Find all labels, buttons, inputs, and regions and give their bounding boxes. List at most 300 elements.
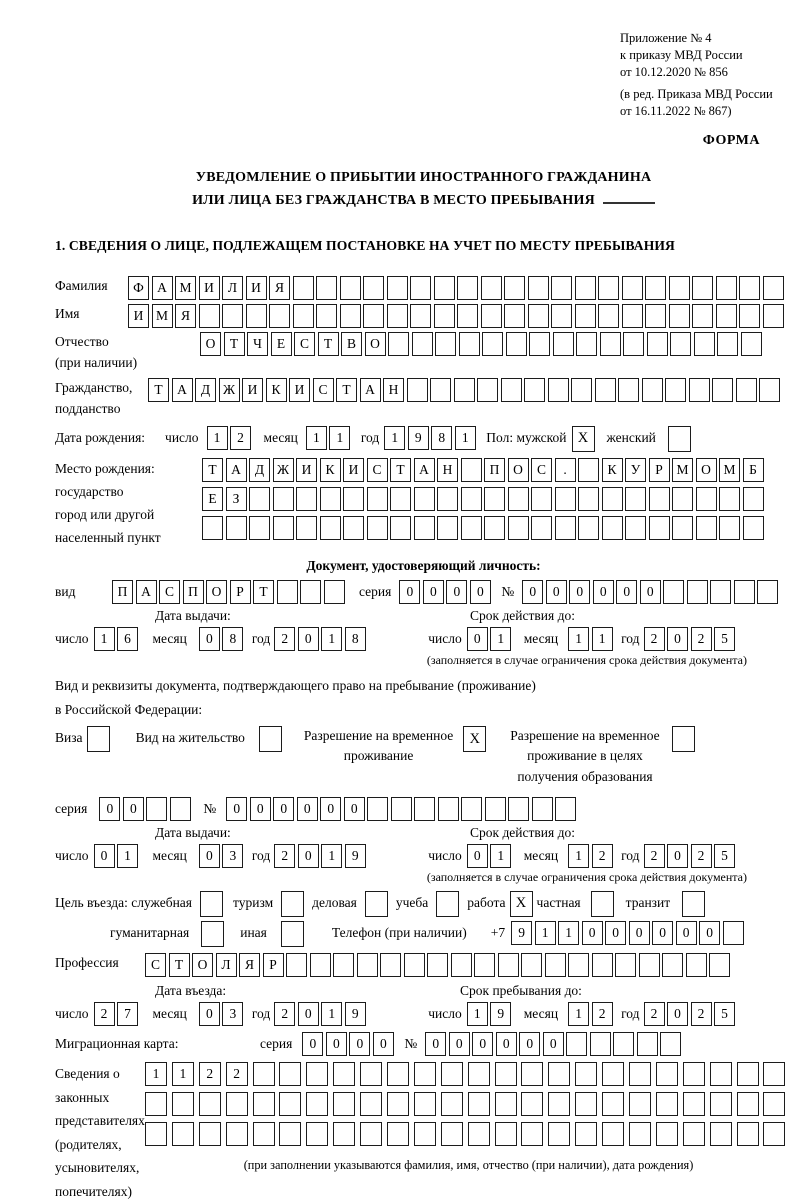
char-cell[interactable]: М	[672, 458, 693, 482]
char-cell[interactable]: 0	[349, 1032, 370, 1056]
char-cell[interactable]: Р	[230, 580, 251, 604]
char-cell[interactable]: 2	[691, 1002, 712, 1026]
char-cell[interactable]	[434, 304, 455, 328]
char-cell[interactable]: 0	[605, 921, 626, 945]
sex-female-checkbox[interactable]	[668, 426, 691, 452]
char-cell[interactable]	[521, 1062, 543, 1086]
char-cell[interactable]: 0	[344, 797, 365, 821]
char-cell[interactable]	[367, 487, 388, 511]
char-cell[interactable]: С	[367, 458, 388, 482]
char-cell[interactable]	[548, 1092, 570, 1116]
char-cell[interactable]	[743, 487, 764, 511]
char-cell[interactable]: К	[602, 458, 623, 482]
char-cell[interactable]	[694, 332, 715, 356]
char-cell[interactable]: Я	[175, 304, 196, 328]
char-cell[interactable]	[622, 304, 643, 328]
char-cell[interactable]	[763, 1122, 785, 1146]
char-cell[interactable]	[501, 378, 522, 402]
char-cell[interactable]: 0	[593, 580, 614, 604]
char-cell[interactable]: 8	[345, 627, 366, 651]
char-cell[interactable]	[293, 304, 314, 328]
char-cell[interactable]: 0	[699, 921, 720, 945]
char-cell[interactable]	[737, 1092, 759, 1116]
char-cell[interactable]: 1	[321, 627, 342, 651]
char-cell[interactable]: 0	[320, 797, 341, 821]
char-cell[interactable]	[548, 1122, 570, 1146]
char-cell[interactable]	[146, 797, 167, 821]
char-cell[interactable]: С	[159, 580, 180, 604]
char-cell[interactable]: О	[200, 332, 221, 356]
char-cell[interactable]	[590, 1032, 611, 1056]
char-cell[interactable]	[333, 1062, 355, 1086]
char-cell[interactable]: 1	[558, 921, 579, 945]
char-cell[interactable]: С	[294, 332, 315, 356]
purpose-private-checkbox[interactable]	[591, 891, 614, 917]
char-cell[interactable]	[575, 1092, 597, 1116]
char-cell[interactable]	[683, 1122, 705, 1146]
char-cell[interactable]: 5	[714, 627, 735, 651]
char-cell[interactable]	[531, 516, 552, 540]
char-cell[interactable]: Т	[336, 378, 357, 402]
char-cell[interactable]: 0	[543, 1032, 564, 1056]
char-cell[interactable]	[683, 1062, 705, 1086]
char-cell[interactable]	[495, 1062, 517, 1086]
purpose-transit-checkbox[interactable]	[682, 891, 705, 917]
char-cell[interactable]	[414, 1062, 436, 1086]
char-cell[interactable]	[576, 332, 597, 356]
char-cell[interactable]: 0	[496, 1032, 517, 1056]
char-cell[interactable]	[306, 1062, 328, 1086]
char-cell[interactable]	[647, 332, 668, 356]
char-cell[interactable]	[712, 378, 733, 402]
char-cell[interactable]: У	[625, 458, 646, 482]
char-cell[interactable]	[602, 516, 623, 540]
char-cell[interactable]: 1	[329, 426, 350, 450]
char-cell[interactable]	[199, 1122, 221, 1146]
char-cell[interactable]: Е	[202, 487, 223, 511]
char-cell[interactable]	[410, 276, 431, 300]
char-cell[interactable]: Л	[222, 276, 243, 300]
char-cell[interactable]: Л	[216, 953, 237, 977]
char-cell[interactable]	[468, 1092, 490, 1116]
char-cell[interactable]	[468, 1122, 490, 1146]
char-cell[interactable]	[477, 378, 498, 402]
char-cell[interactable]	[649, 487, 670, 511]
char-cell[interactable]: Т	[253, 580, 274, 604]
char-cell[interactable]	[340, 304, 361, 328]
char-cell[interactable]: 8	[431, 426, 452, 450]
char-cell[interactable]	[734, 580, 755, 604]
char-cell[interactable]: Р	[649, 458, 670, 482]
char-cell[interactable]	[532, 797, 553, 821]
char-cell[interactable]: Т	[318, 332, 339, 356]
char-cell[interactable]: 0	[472, 1032, 493, 1056]
char-cell[interactable]	[709, 953, 730, 977]
char-cell[interactable]	[316, 276, 337, 300]
char-cell[interactable]	[555, 797, 576, 821]
char-cell[interactable]	[249, 487, 270, 511]
char-cell[interactable]: 0	[373, 1032, 394, 1056]
char-cell[interactable]	[324, 580, 345, 604]
char-cell[interactable]	[414, 1122, 436, 1146]
char-cell[interactable]	[622, 276, 643, 300]
char-cell[interactable]	[461, 458, 482, 482]
char-cell[interactable]	[390, 487, 411, 511]
char-cell[interactable]	[757, 580, 778, 604]
char-cell[interactable]: 0	[199, 1002, 220, 1026]
char-cell[interactable]	[618, 378, 639, 402]
char-cell[interactable]	[199, 1092, 221, 1116]
char-cell[interactable]	[451, 953, 472, 977]
char-cell[interactable]	[441, 1122, 463, 1146]
char-cell[interactable]	[555, 487, 576, 511]
char-cell[interactable]	[663, 580, 684, 604]
char-cell[interactable]	[521, 1122, 543, 1146]
char-cell[interactable]	[279, 1092, 301, 1116]
char-cell[interactable]: 1	[321, 1002, 342, 1026]
char-cell[interactable]	[629, 1122, 651, 1146]
char-cell[interactable]: 0	[446, 580, 467, 604]
char-cell[interactable]	[363, 304, 384, 328]
char-cell[interactable]	[306, 1092, 328, 1116]
char-cell[interactable]	[575, 304, 596, 328]
char-cell[interactable]: 0	[298, 627, 319, 651]
char-cell[interactable]	[629, 1092, 651, 1116]
char-cell[interactable]: 2	[592, 1002, 613, 1026]
char-cell[interactable]: 0	[569, 580, 590, 604]
char-cell[interactable]: 0	[582, 921, 603, 945]
char-cell[interactable]	[528, 276, 549, 300]
char-cell[interactable]: М	[175, 276, 196, 300]
char-cell[interactable]	[710, 1092, 732, 1116]
char-cell[interactable]: И	[296, 458, 317, 482]
char-cell[interactable]	[529, 332, 550, 356]
char-cell[interactable]	[555, 516, 576, 540]
char-cell[interactable]: 2	[691, 844, 712, 868]
char-cell[interactable]	[435, 332, 456, 356]
char-cell[interactable]	[686, 953, 707, 977]
char-cell[interactable]: 9	[408, 426, 429, 450]
char-cell[interactable]: 1	[490, 627, 511, 651]
char-cell[interactable]	[495, 1122, 517, 1146]
char-cell[interactable]	[387, 304, 408, 328]
char-cell[interactable]: М	[152, 304, 173, 328]
char-cell[interactable]	[387, 1122, 409, 1146]
char-cell[interactable]: 0	[629, 921, 650, 945]
char-cell[interactable]: И	[343, 458, 364, 482]
char-cell[interactable]	[300, 580, 321, 604]
char-cell[interactable]	[293, 276, 314, 300]
char-cell[interactable]: Я	[269, 276, 290, 300]
char-cell[interactable]	[316, 304, 337, 328]
char-cell[interactable]: 2	[644, 627, 665, 651]
char-cell[interactable]	[441, 1092, 463, 1116]
char-cell[interactable]: Т	[169, 953, 190, 977]
char-cell[interactable]	[249, 516, 270, 540]
char-cell[interactable]	[380, 953, 401, 977]
char-cell[interactable]: И	[128, 304, 149, 328]
char-cell[interactable]	[340, 276, 361, 300]
char-cell[interactable]: 0	[94, 844, 115, 868]
char-cell[interactable]	[226, 1092, 248, 1116]
char-cell[interactable]	[566, 1032, 587, 1056]
char-cell[interactable]: 0	[99, 797, 120, 821]
char-cell[interactable]	[360, 1092, 382, 1116]
char-cell[interactable]	[273, 516, 294, 540]
char-cell[interactable]	[649, 516, 670, 540]
char-cell[interactable]	[639, 953, 660, 977]
char-cell[interactable]: О	[365, 332, 386, 356]
char-cell[interactable]: Н	[383, 378, 404, 402]
char-cell[interactable]	[763, 1062, 785, 1086]
char-cell[interactable]: 0	[226, 797, 247, 821]
char-cell[interactable]	[367, 797, 388, 821]
char-cell[interactable]: 2	[691, 627, 712, 651]
char-cell[interactable]: А	[226, 458, 247, 482]
char-cell[interactable]	[696, 516, 717, 540]
char-cell[interactable]	[629, 1062, 651, 1086]
char-cell[interactable]: М	[719, 458, 740, 482]
char-cell[interactable]	[736, 378, 757, 402]
char-cell[interactable]	[670, 332, 691, 356]
char-cell[interactable]	[360, 1062, 382, 1086]
char-cell[interactable]	[716, 304, 737, 328]
char-cell[interactable]	[602, 487, 623, 511]
char-cell[interactable]: 1	[467, 1002, 488, 1026]
char-cell[interactable]: К	[266, 378, 287, 402]
purpose-official-checkbox[interactable]	[200, 891, 223, 917]
char-cell[interactable]	[524, 378, 545, 402]
char-cell[interactable]	[461, 487, 482, 511]
char-cell[interactable]: А	[172, 378, 193, 402]
char-cell[interactable]	[459, 332, 480, 356]
char-cell[interactable]	[672, 487, 693, 511]
char-cell[interactable]	[484, 487, 505, 511]
char-cell[interactable]: 2	[644, 844, 665, 868]
purpose-business-checkbox[interactable]	[365, 891, 388, 917]
char-cell[interactable]	[739, 276, 760, 300]
char-cell[interactable]: 5	[714, 844, 735, 868]
char-cell[interactable]	[508, 516, 529, 540]
char-cell[interactable]	[357, 953, 378, 977]
char-cell[interactable]	[269, 304, 290, 328]
char-cell[interactable]: 0	[250, 797, 271, 821]
char-cell[interactable]	[279, 1122, 301, 1146]
purpose-other-checkbox[interactable]	[281, 921, 304, 947]
char-cell[interactable]	[253, 1092, 275, 1116]
char-cell[interactable]: Я	[239, 953, 260, 977]
char-cell[interactable]	[277, 580, 298, 604]
char-cell[interactable]	[296, 516, 317, 540]
char-cell[interactable]: 9	[345, 1002, 366, 1026]
char-cell[interactable]	[367, 516, 388, 540]
char-cell[interactable]	[623, 332, 644, 356]
char-cell[interactable]	[414, 1092, 436, 1116]
char-cell[interactable]: 8	[222, 627, 243, 651]
char-cell[interactable]: 2	[230, 426, 251, 450]
char-cell[interactable]: Е	[271, 332, 292, 356]
char-cell[interactable]	[763, 304, 784, 328]
char-cell[interactable]: 0	[425, 1032, 446, 1056]
char-cell[interactable]	[656, 1092, 678, 1116]
char-cell[interactable]	[656, 1122, 678, 1146]
char-cell[interactable]	[457, 276, 478, 300]
char-cell[interactable]: П	[183, 580, 204, 604]
char-cell[interactable]	[710, 580, 731, 604]
char-cell[interactable]: 1	[568, 844, 589, 868]
char-cell[interactable]	[602, 1122, 624, 1146]
char-cell[interactable]	[343, 516, 364, 540]
char-cell[interactable]: 0	[297, 797, 318, 821]
char-cell[interactable]: 6	[117, 627, 138, 651]
char-cell[interactable]: З	[226, 487, 247, 511]
char-cell[interactable]: 0	[273, 797, 294, 821]
char-cell[interactable]	[427, 953, 448, 977]
char-cell[interactable]: С	[313, 378, 334, 402]
char-cell[interactable]	[595, 378, 616, 402]
char-cell[interactable]	[575, 276, 596, 300]
char-cell[interactable]	[414, 487, 435, 511]
char-cell[interactable]: 0	[399, 580, 420, 604]
char-cell[interactable]	[531, 487, 552, 511]
char-cell[interactable]	[592, 953, 613, 977]
char-cell[interactable]: 1	[145, 1062, 167, 1086]
char-cell[interactable]: О	[192, 953, 213, 977]
char-cell[interactable]: 0	[652, 921, 673, 945]
char-cell[interactable]: А	[136, 580, 157, 604]
char-cell[interactable]	[625, 487, 646, 511]
char-cell[interactable]	[199, 304, 220, 328]
char-cell[interactable]	[602, 1062, 624, 1086]
char-cell[interactable]	[598, 276, 619, 300]
char-cell[interactable]	[669, 304, 690, 328]
char-cell[interactable]: Т	[148, 378, 169, 402]
char-cell[interactable]: 0	[467, 627, 488, 651]
char-cell[interactable]	[481, 276, 502, 300]
char-cell[interactable]	[615, 953, 636, 977]
char-cell[interactable]	[333, 953, 354, 977]
char-cell[interactable]: 2	[274, 627, 295, 651]
sex-male-checkbox[interactable]: X	[572, 426, 595, 452]
char-cell[interactable]: 0	[199, 627, 220, 651]
char-cell[interactable]	[391, 797, 412, 821]
char-cell[interactable]	[484, 516, 505, 540]
char-cell[interactable]: 5	[714, 1002, 735, 1026]
char-cell[interactable]: 2	[94, 1002, 115, 1026]
char-cell[interactable]: 0	[470, 580, 491, 604]
char-cell[interactable]: 0	[449, 1032, 470, 1056]
char-cell[interactable]	[145, 1092, 167, 1116]
char-cell[interactable]	[279, 1062, 301, 1086]
char-cell[interactable]	[410, 304, 431, 328]
char-cell[interactable]	[553, 332, 574, 356]
char-cell[interactable]	[613, 1032, 634, 1056]
char-cell[interactable]: О	[508, 458, 529, 482]
char-cell[interactable]: Ж	[219, 378, 240, 402]
char-cell[interactable]	[662, 953, 683, 977]
char-cell[interactable]	[246, 304, 267, 328]
char-cell[interactable]: И	[246, 276, 267, 300]
char-cell[interactable]	[145, 1122, 167, 1146]
char-cell[interactable]: 1	[306, 426, 327, 450]
residence-permit-checkbox[interactable]	[259, 726, 282, 752]
char-cell[interactable]	[170, 797, 191, 821]
char-cell[interactable]	[296, 487, 317, 511]
char-cell[interactable]: 1	[94, 627, 115, 651]
char-cell[interactable]	[430, 378, 451, 402]
char-cell[interactable]: Н	[437, 458, 458, 482]
char-cell[interactable]: 0	[123, 797, 144, 821]
char-cell[interactable]	[253, 1062, 275, 1086]
char-cell[interactable]	[495, 1092, 517, 1116]
char-cell[interactable]	[645, 276, 666, 300]
char-cell[interactable]: 3	[222, 1002, 243, 1026]
char-cell[interactable]	[461, 516, 482, 540]
char-cell[interactable]: 1	[172, 1062, 194, 1086]
char-cell[interactable]	[482, 332, 503, 356]
char-cell[interactable]	[437, 516, 458, 540]
char-cell[interactable]: 0	[667, 844, 688, 868]
purpose-tourism-checkbox[interactable]	[281, 891, 304, 917]
char-cell[interactable]	[172, 1092, 194, 1116]
char-cell[interactable]: 0	[302, 1032, 323, 1056]
char-cell[interactable]	[669, 276, 690, 300]
char-cell[interactable]: Ч	[247, 332, 268, 356]
char-cell[interactable]: И	[242, 378, 263, 402]
char-cell[interactable]	[528, 304, 549, 328]
char-cell[interactable]	[343, 487, 364, 511]
char-cell[interactable]: 0	[616, 580, 637, 604]
char-cell[interactable]: К	[320, 458, 341, 482]
char-cell[interactable]	[763, 276, 784, 300]
char-cell[interactable]	[310, 953, 331, 977]
char-cell[interactable]	[602, 1092, 624, 1116]
char-cell[interactable]: 1	[455, 426, 476, 450]
char-cell[interactable]	[578, 516, 599, 540]
char-cell[interactable]: А	[360, 378, 381, 402]
char-cell[interactable]: 0	[667, 1002, 688, 1026]
char-cell[interactable]: 0	[199, 844, 220, 868]
char-cell[interactable]: 0	[667, 627, 688, 651]
char-cell[interactable]: 9	[345, 844, 366, 868]
char-cell[interactable]: 0	[640, 580, 661, 604]
char-cell[interactable]: 9	[511, 921, 532, 945]
char-cell[interactable]	[759, 378, 780, 402]
char-cell[interactable]: 2	[199, 1062, 221, 1086]
char-cell[interactable]: И	[199, 276, 220, 300]
char-cell[interactable]: 7	[117, 1002, 138, 1026]
char-cell[interactable]: С	[145, 953, 166, 977]
char-cell[interactable]	[665, 378, 686, 402]
char-cell[interactable]	[689, 378, 710, 402]
char-cell[interactable]: 2	[274, 1002, 295, 1026]
char-cell[interactable]	[716, 276, 737, 300]
char-cell[interactable]	[737, 1122, 759, 1146]
char-cell[interactable]: А	[152, 276, 173, 300]
char-cell[interactable]	[600, 332, 621, 356]
char-cell[interactable]: Ж	[273, 458, 294, 482]
char-cell[interactable]	[226, 516, 247, 540]
char-cell[interactable]	[683, 1092, 705, 1116]
char-cell[interactable]	[763, 1092, 785, 1116]
char-cell[interactable]	[404, 953, 425, 977]
char-cell[interactable]	[387, 1062, 409, 1086]
char-cell[interactable]: С	[531, 458, 552, 482]
char-cell[interactable]	[687, 580, 708, 604]
char-cell[interactable]	[407, 378, 428, 402]
char-cell[interactable]: 2	[274, 844, 295, 868]
char-cell[interactable]	[434, 276, 455, 300]
